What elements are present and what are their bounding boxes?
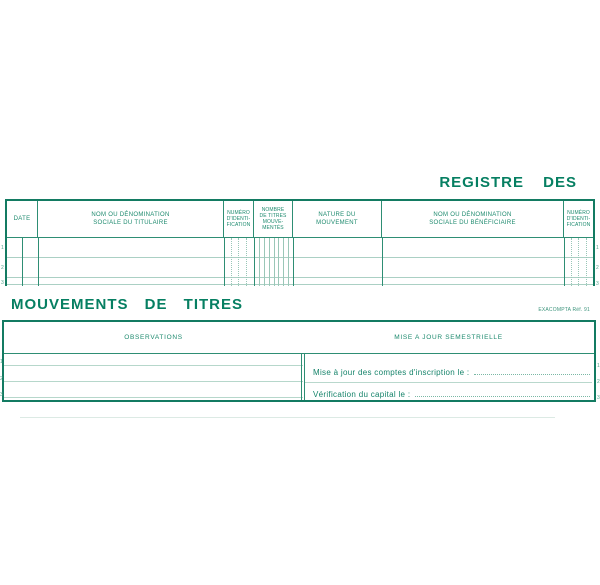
observations-table-header-row (4, 322, 594, 354)
exacompta-reference: EXACOMPTA Réf. 91 (538, 307, 590, 313)
column-divider (293, 238, 294, 286)
observations-rule (4, 397, 303, 398)
page-title-registre-des: REGISTRE DES (439, 174, 577, 191)
column-divider (38, 238, 39, 286)
movements-table-header-row (7, 201, 593, 238)
header-movement-nature: NATURE DU MOUVEMENT (293, 201, 382, 237)
row-number-left: 1 (0, 359, 3, 365)
row-number-right: 2 (597, 379, 600, 385)
row-rule (7, 284, 593, 285)
row-number-left: 2 (0, 376, 3, 382)
digit-guide-dotted (238, 238, 239, 286)
row-rule (7, 257, 593, 258)
update-row-inscription: Mise à jour des comptes d'inscription le : (313, 356, 590, 378)
observations-update-table (2, 320, 596, 402)
row-number-right: 1 (597, 363, 600, 369)
update-row-capital: Vérification du capital le : (313, 381, 590, 400)
page-title-mouvements-de-titres: MOUVEMENTS DE TITRES (11, 296, 244, 313)
row-number-left: 3 (0, 392, 3, 398)
row-number-right: 3 (596, 281, 599, 287)
digit-guide-dotted (586, 238, 587, 286)
row-number-right: 2 (596, 265, 599, 271)
observations-rule (4, 381, 303, 382)
dotted-leader (474, 374, 590, 375)
header-id-number-2: NUMÉRO D'IDENTI- FICATION (566, 209, 591, 229)
movements-register-table (5, 199, 595, 286)
header-mise-a-jour: MISE A JOUR SEMESTRIELLE (394, 334, 503, 341)
digit-guide-dotted (246, 238, 247, 286)
observations-table-body (4, 354, 594, 400)
dotted-leader (415, 396, 590, 397)
count-digit-grid (255, 238, 293, 286)
column-divider (224, 238, 225, 286)
digit-guide-dotted (571, 238, 572, 286)
header-date: DATE (7, 201, 38, 237)
movements-table-body (7, 238, 593, 286)
row-number-right: 3 (597, 395, 600, 401)
section-divider-double (301, 354, 305, 400)
digit-guide-dotted (578, 238, 579, 286)
digit-guide-dotted (231, 238, 232, 286)
header-beneficiary-name: NOM OU DÉNOMINATION SOCIALE DU BÉNÉFICIAIRE (382, 201, 564, 237)
header-titles-count: NOMBRE DE TITRES MOUVE- MENTÉS (254, 201, 293, 237)
observations-rule (4, 365, 303, 366)
date-subdivider (22, 238, 23, 286)
column-divider (382, 238, 383, 286)
row-number-left: 3 (1, 280, 4, 286)
row-rule (7, 277, 593, 278)
header-observations: OBSERVATIONS (124, 334, 183, 341)
row-number-left: 1 (1, 245, 4, 251)
row-number-right: 1 (596, 245, 599, 251)
header-holder-name: NOM OU DÉNOMINATION SOCIALE DU TITULAIRE (38, 201, 224, 237)
header-id-number-1: NUMÉRO D'IDENTI- FICATION (224, 201, 254, 237)
page-edge-shadow (20, 417, 555, 418)
row-number-left: 2 (1, 265, 4, 271)
column-divider (564, 238, 565, 286)
